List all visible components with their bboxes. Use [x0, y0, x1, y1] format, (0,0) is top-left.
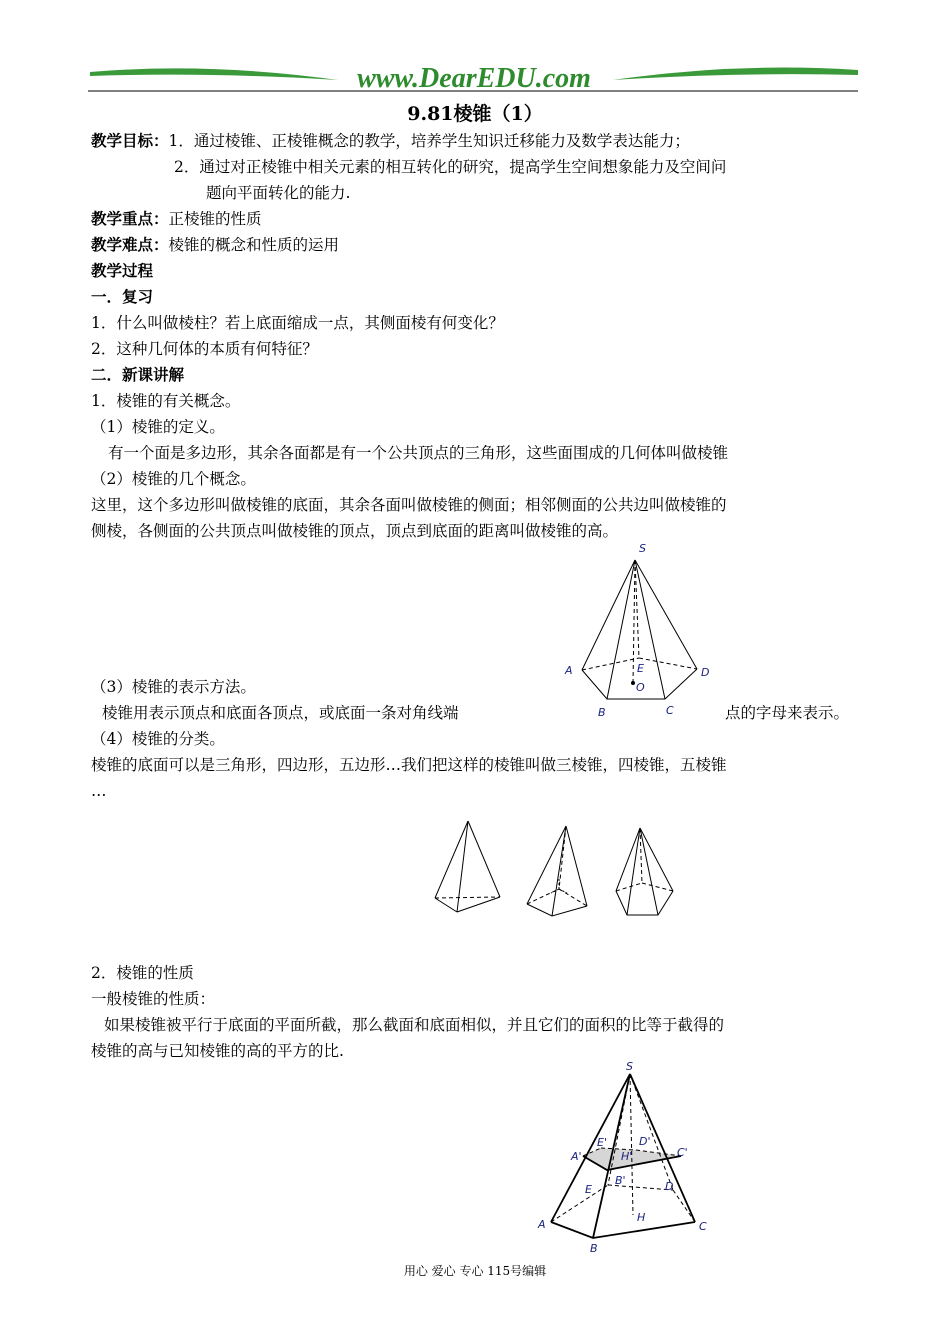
right-swoosh: [613, 68, 858, 80]
quadrilateral-pyramid: [527, 826, 587, 916]
label-B: B: [598, 706, 606, 719]
label-D: D: [665, 1180, 674, 1193]
label-B1: B': [615, 1174, 626, 1187]
classification-end: …: [91, 782, 107, 800]
section-1-2: （2）棱锥的几个概念。: [91, 470, 256, 488]
section-1-4: （4）棱锥的分类。: [91, 730, 225, 748]
label-H1: H': [621, 1150, 633, 1163]
key-point-label: 教学重点：: [91, 209, 169, 228]
label-S: S: [639, 542, 646, 555]
site-logo: www.DearEDU.com: [357, 63, 591, 94]
key-point-text: 正棱锥的性质: [168, 210, 262, 228]
concepts-line1: 这里，这个多边形叫做棱锥的底面，其余各面叫做棱锥的侧面；相邻侧面的公共边叫做棱锥的: [91, 496, 727, 514]
left-swoosh: [90, 68, 338, 80]
section-1-1: （1）棱锥的定义。: [91, 418, 225, 436]
label-H: H: [637, 1211, 646, 1224]
difficulty-text: 棱锥的概念和性质的运用: [168, 236, 340, 254]
property-line2: 棱锥的高与已知棱锥的高的平方的比.: [91, 1042, 344, 1060]
review-question-2: 2．这种几何体的本质有何特征？: [91, 340, 318, 358]
section-2: 2．棱锥的性质: [91, 964, 194, 982]
label-D: D: [701, 666, 710, 679]
label-E: E: [637, 662, 644, 675]
label-C1: C': [677, 1146, 688, 1159]
pyramid-types-figure: [430, 818, 700, 918]
process-heading: 教学过程: [91, 261, 154, 280]
objectives-line: [91, 131, 690, 151]
label-C: C: [666, 704, 674, 717]
pyramid-section-figure: [533, 1060, 713, 1255]
page-footer: 用心 爱心 专心 115号编辑: [403, 1264, 547, 1278]
section-1: 1．棱锥的有关概念。: [91, 392, 241, 410]
label-E: E: [585, 1183, 592, 1196]
label-E1: E': [597, 1136, 607, 1149]
label-S: S: [626, 1060, 633, 1073]
review-question-1: 1．什么叫做棱柱？若上底面缩成一点，其侧面棱有何变化？: [91, 314, 504, 332]
objective-1: 1．通过棱锥、正棱锥概念的教学，培养学生知识迁移能力及数学表达能力；: [168, 132, 690, 150]
header-banner: [88, 60, 863, 96]
page-title: 9.81棱锥（1）: [407, 103, 543, 125]
classification-text: 棱锥的底面可以是三角形，四边形，五边形…我们把这样的棱锥叫做三棱锥，四棱锥，五棱锥: [91, 756, 727, 774]
review-heading: 一．复习: [91, 287, 154, 306]
objective-2-line2: 题向平面转化的能力.: [206, 184, 351, 202]
objective-2-line1: 2．通过对正棱锥中相关元素的相互转化的研究，提高学生空间想象能力及空间问: [174, 158, 727, 176]
label-O: O: [636, 681, 645, 694]
definition-text: 有一个面是多边形，其余各面都是有一个公共顶点的三角形，这些面围成的几何体叫做棱锥: [108, 444, 729, 462]
difficulty-line: [91, 235, 339, 255]
new-lesson-heading: 二．新课讲解: [91, 365, 185, 384]
general-property-heading: 一般棱锥的性质：: [91, 990, 216, 1008]
pentagonal-pyramid: [616, 828, 673, 915]
key-point-line: [91, 209, 262, 229]
concepts-line2: 侧棱，各侧面的公共顶点叫做棱锥的顶点，顶点到底面的距离叫做棱锥的高。: [91, 522, 619, 540]
notation-text-a: 棱锥用表示顶点和底面各顶点，或底面一条对角线端: [102, 704, 459, 722]
triangular-pyramid: [435, 821, 500, 912]
label-B: B: [590, 1242, 598, 1255]
section-1-3: （3）棱锥的表示方法。: [91, 678, 256, 696]
difficulty-label: 教学难点：: [91, 235, 169, 254]
pentagonal-pyramid-figure: [555, 538, 725, 723]
property-line1: 如果棱锥被平行于底面的平面所截，那么截面和底面相似，并且它们的面积的比等于截得的: [104, 1016, 725, 1034]
label-C: C: [699, 1220, 707, 1233]
label-A: A: [538, 1218, 546, 1231]
label-A1: A': [571, 1150, 582, 1163]
label-A: A: [565, 664, 573, 677]
label-D1: D': [639, 1135, 651, 1148]
notation-text-b: 点的字母来表示。: [725, 704, 850, 722]
objectives-label: 教学目标：: [91, 131, 169, 150]
